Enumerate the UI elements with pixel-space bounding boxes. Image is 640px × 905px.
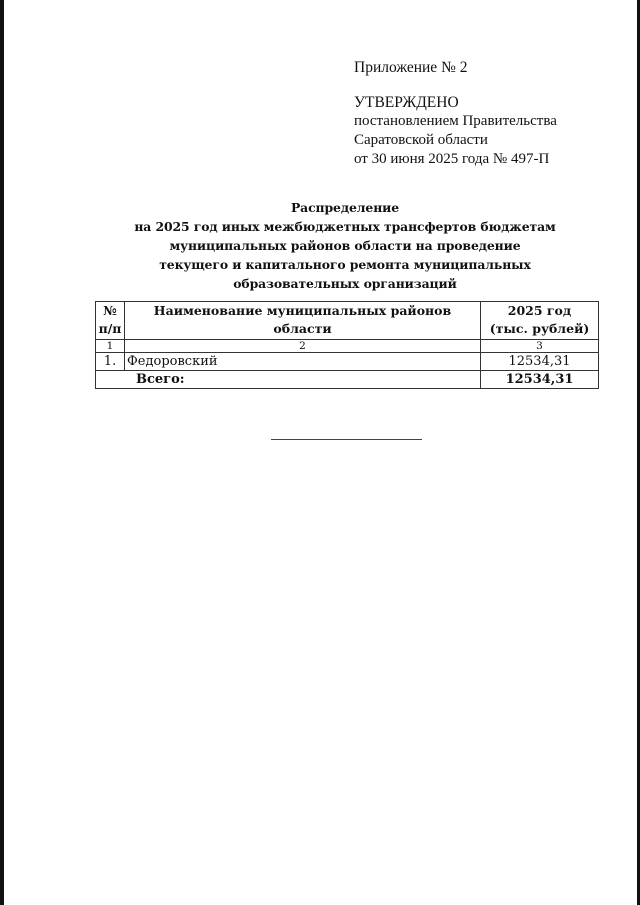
title-heading: Распределение	[290, 200, 400, 215]
approval-block	[354, 58, 557, 169]
header-number-line: п/п	[98, 321, 122, 336]
total-label: Всего:	[96, 371, 481, 389]
header-amount	[481, 302, 599, 340]
row-number: 1.	[96, 353, 125, 371]
total-row	[96, 371, 599, 389]
approval-stamp: УТВЕРЖДЕНО	[354, 94, 459, 111]
header-amount-line: (тыс. рублей)	[489, 321, 590, 336]
column-index: 3	[481, 340, 599, 353]
table-header-row	[96, 302, 599, 340]
header-amount-line: 2025 год	[507, 303, 572, 318]
column-index: 1	[96, 340, 125, 353]
title-line: текущего и капитального ремонта муниципальных	[159, 257, 531, 272]
approval-line: постановлением Правительства	[354, 113, 557, 129]
approval-line: от 30 июня 2025 года № 497-П	[354, 151, 550, 167]
document-title	[100, 198, 590, 293]
annex-label: Приложение № 2	[354, 59, 468, 76]
distribution-table	[95, 301, 599, 389]
signature-line	[271, 439, 422, 440]
row-district-name: Федоровский	[125, 353, 481, 371]
column-index: 2	[125, 340, 481, 353]
title-line: образовательных организаций	[233, 276, 457, 291]
scan-border-left	[0, 0, 4, 905]
title-line: на 2025 год иных межбюджетных трансфертов бюджетам	[134, 219, 556, 234]
header-name: Наименование муниципальных районов области	[125, 302, 481, 340]
column-index-row	[96, 340, 599, 353]
table-row	[96, 353, 599, 371]
header-number-line: №	[103, 303, 117, 318]
row-amount: 12534,31	[481, 353, 599, 371]
title-line: муниципальных районов области на проведение	[169, 238, 521, 253]
header-number	[96, 302, 125, 340]
approval-line: Саратовской области	[354, 132, 488, 148]
total-amount: 12534,31	[481, 371, 599, 389]
